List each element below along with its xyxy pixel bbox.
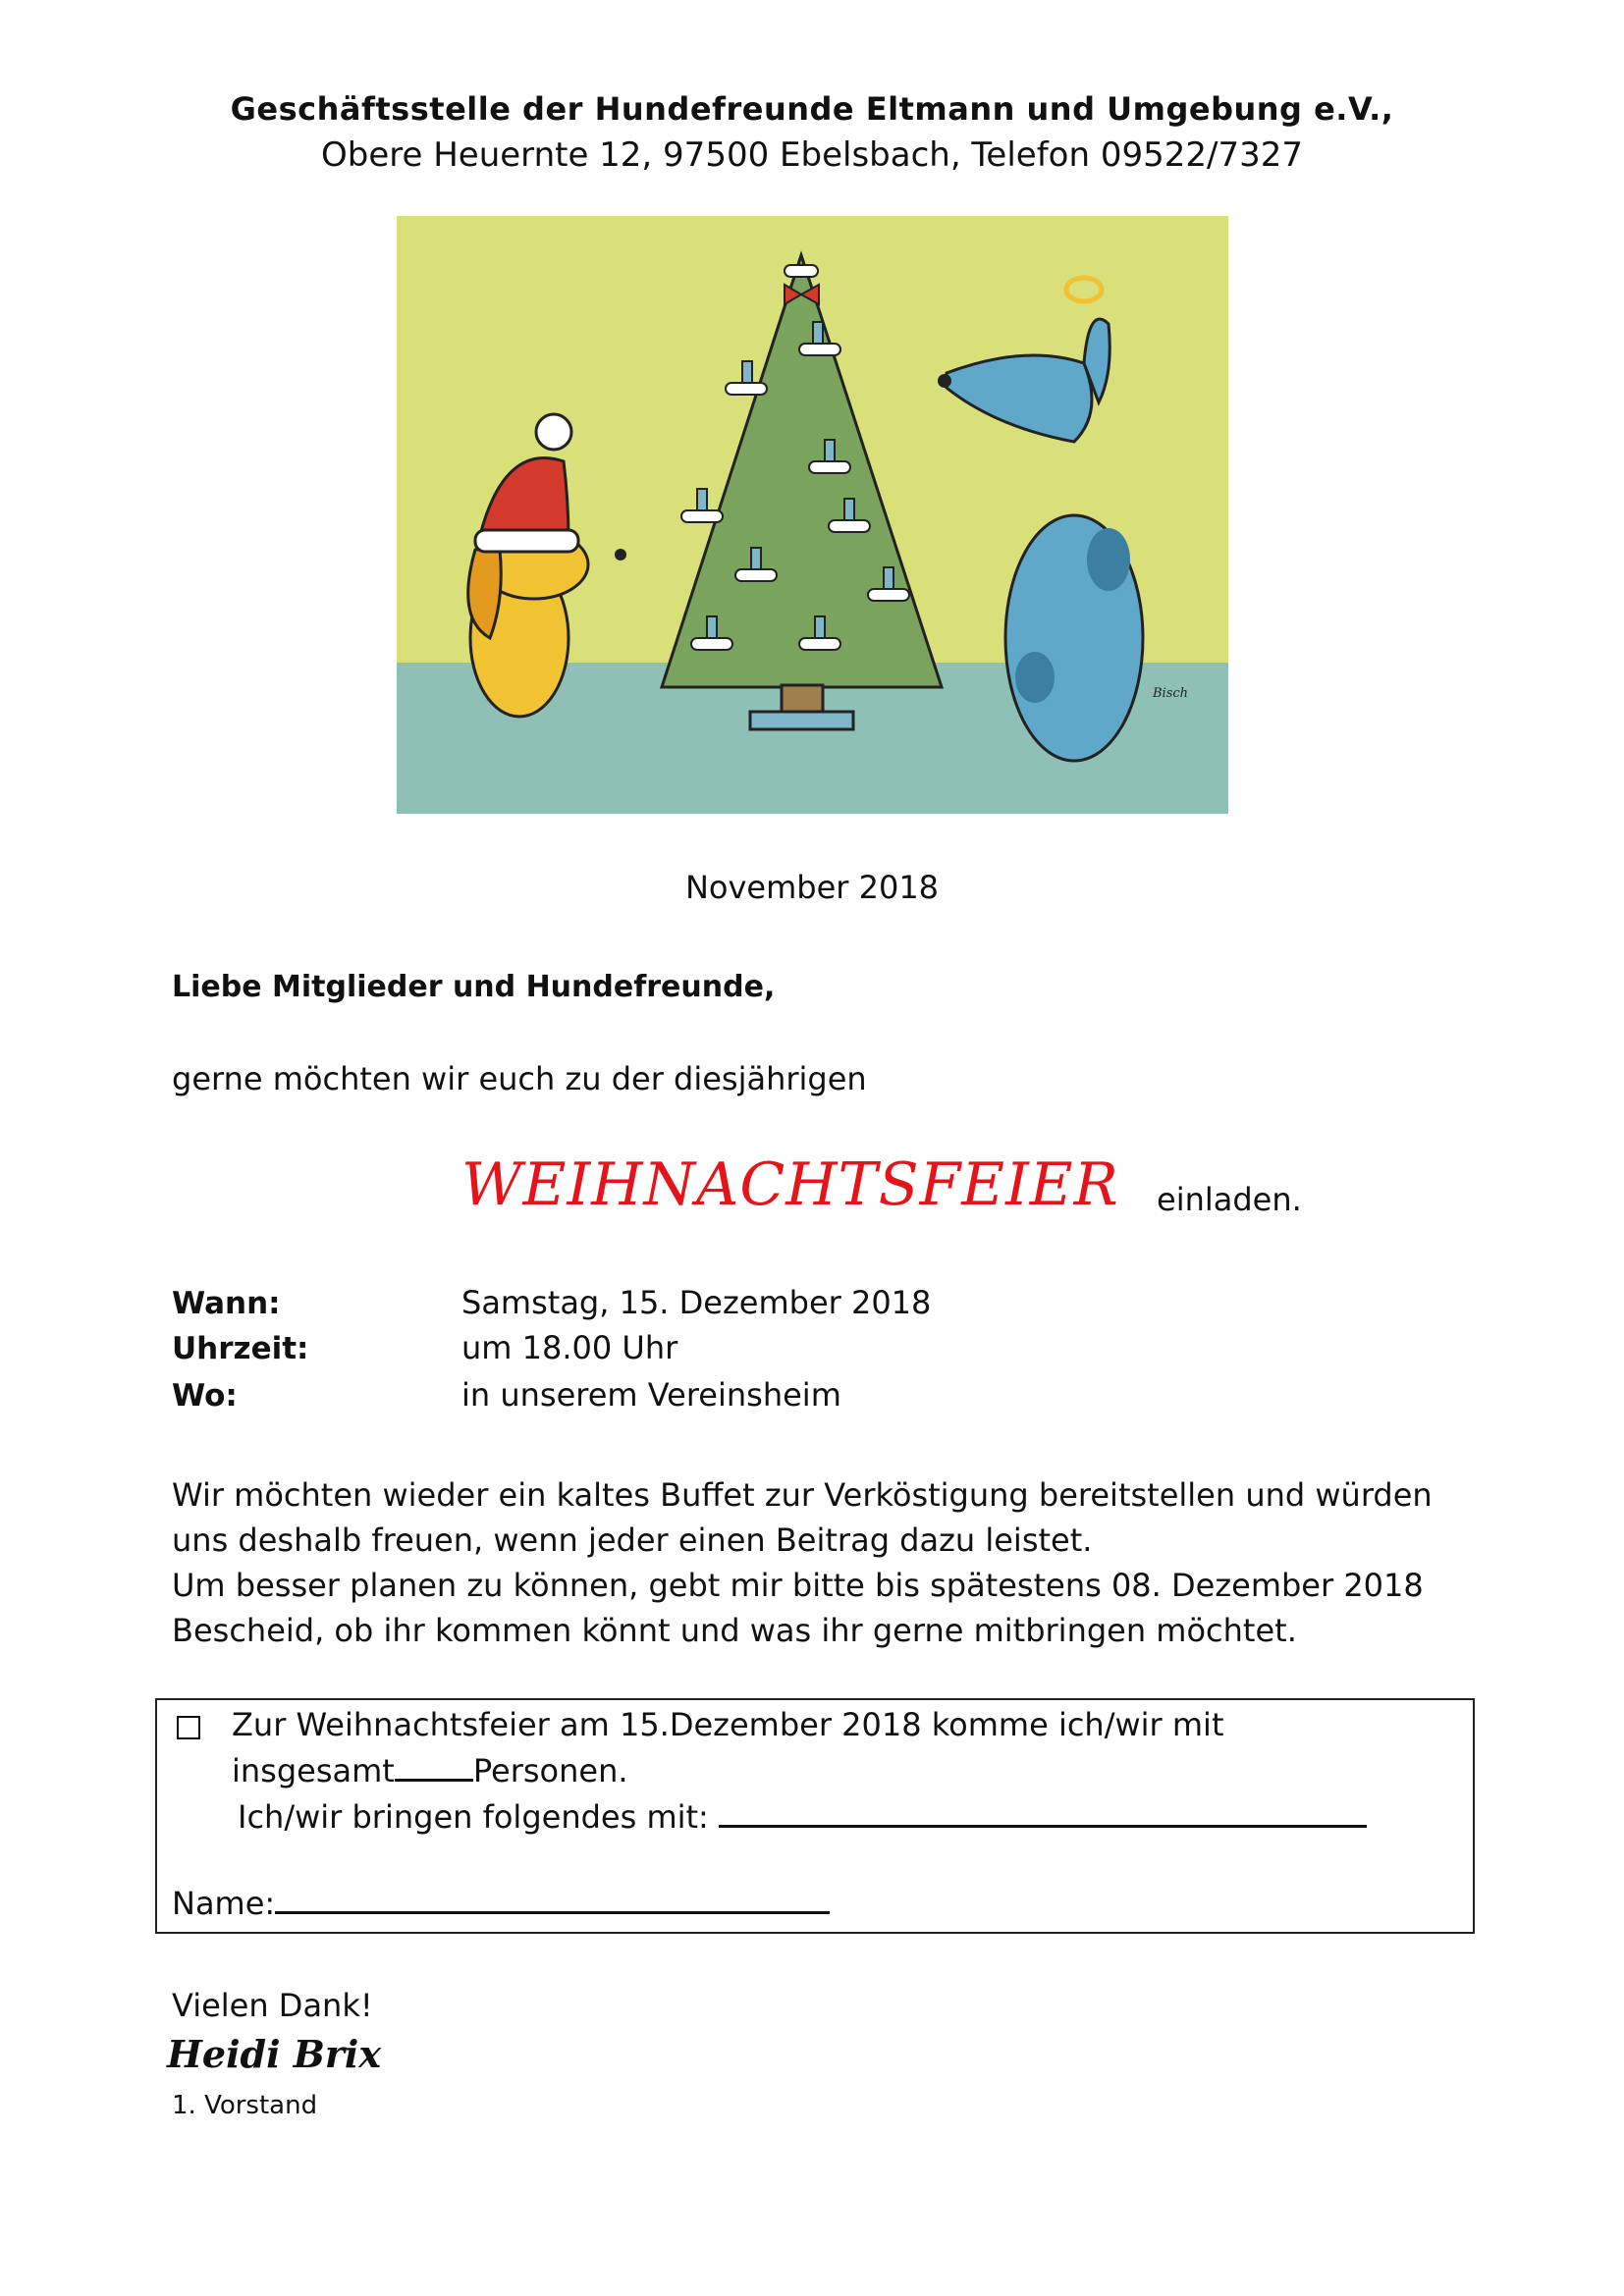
attendance-checkbox[interactable] <box>177 1716 200 1739</box>
where-label: Wo: <box>172 1378 238 1414</box>
illustration-signature: Bisch <box>1153 686 1189 701</box>
reply-persons-prefix: insgesamt <box>232 1752 395 1789</box>
reply-line-3 <box>238 1798 1367 1836</box>
persons-count-field[interactable] <box>395 1753 473 1782</box>
greeting: Liebe Mitglieder und Hundefreunde, <box>172 970 776 1004</box>
reply-line-1: Zur Weihnachtsfeier am 15.Dezember 2018 komme ich/wir mit <box>232 1706 1224 1743</box>
paragraph-line: Bescheid, ob ihr kommen könnt und was ihr gerne mitbringen möchtet. <box>172 1612 1297 1649</box>
organization-address: Obere Heuernte 12, 97500 Ebelsbach, Telefon 09522/7327 <box>321 135 1303 175</box>
bring-label: Ich/wir bringen folgendes mit: <box>238 1798 709 1836</box>
paragraph-line: uns deshalb freuen, wenn jeder einen Beitrag dazu leistet. <box>172 1522 1093 1559</box>
intro-text: gerne möchten wir euch zu der diesjährigen <box>172 1060 867 1097</box>
paragraph-line: Wir möchten wieder ein kaltes Buffet zur Verköstigung bereitstellen und würden <box>172 1476 1433 1514</box>
where-value: in unserem Vereinsheim <box>461 1376 841 1414</box>
letter-date: November 2018 <box>684 869 940 906</box>
paragraph-line: Um besser planen zu können, gebt mir bitte bis spätestens 08. Dezember 2018 <box>172 1567 1424 1604</box>
closing-thanks: Vielen Dank! <box>172 1987 373 2024</box>
christmas-dogs-illustration <box>397 216 1228 814</box>
reply-name-row <box>172 1885 830 1922</box>
name-label: Name: <box>172 1885 276 1922</box>
event-title: WEIHNACHTSFEIER <box>461 1150 1119 1219</box>
reply-persons-suffix: Personen. <box>472 1752 628 1789</box>
when-value: Samstag, 15. Dezember 2018 <box>461 1284 932 1321</box>
time-label: Uhrzeit: <box>172 1331 309 1366</box>
name-field[interactable] <box>275 1886 830 1914</box>
organization-name: Geschäftsstelle der Hundefreunde Eltmann und Umgebung e.V., <box>230 90 1394 128</box>
reply-line-2 <box>232 1752 628 1789</box>
when-label: Wann: <box>172 1286 281 1321</box>
signature: Heidi Brix <box>167 2032 381 2076</box>
event-suffix: einladen. <box>1157 1181 1302 1218</box>
time-value: um 18.00 Uhr <box>461 1329 678 1366</box>
body-paragraph <box>172 1472 1468 1653</box>
bring-items-field[interactable] <box>719 1799 1367 1828</box>
signer-role: 1. Vorstand <box>172 2091 318 2120</box>
